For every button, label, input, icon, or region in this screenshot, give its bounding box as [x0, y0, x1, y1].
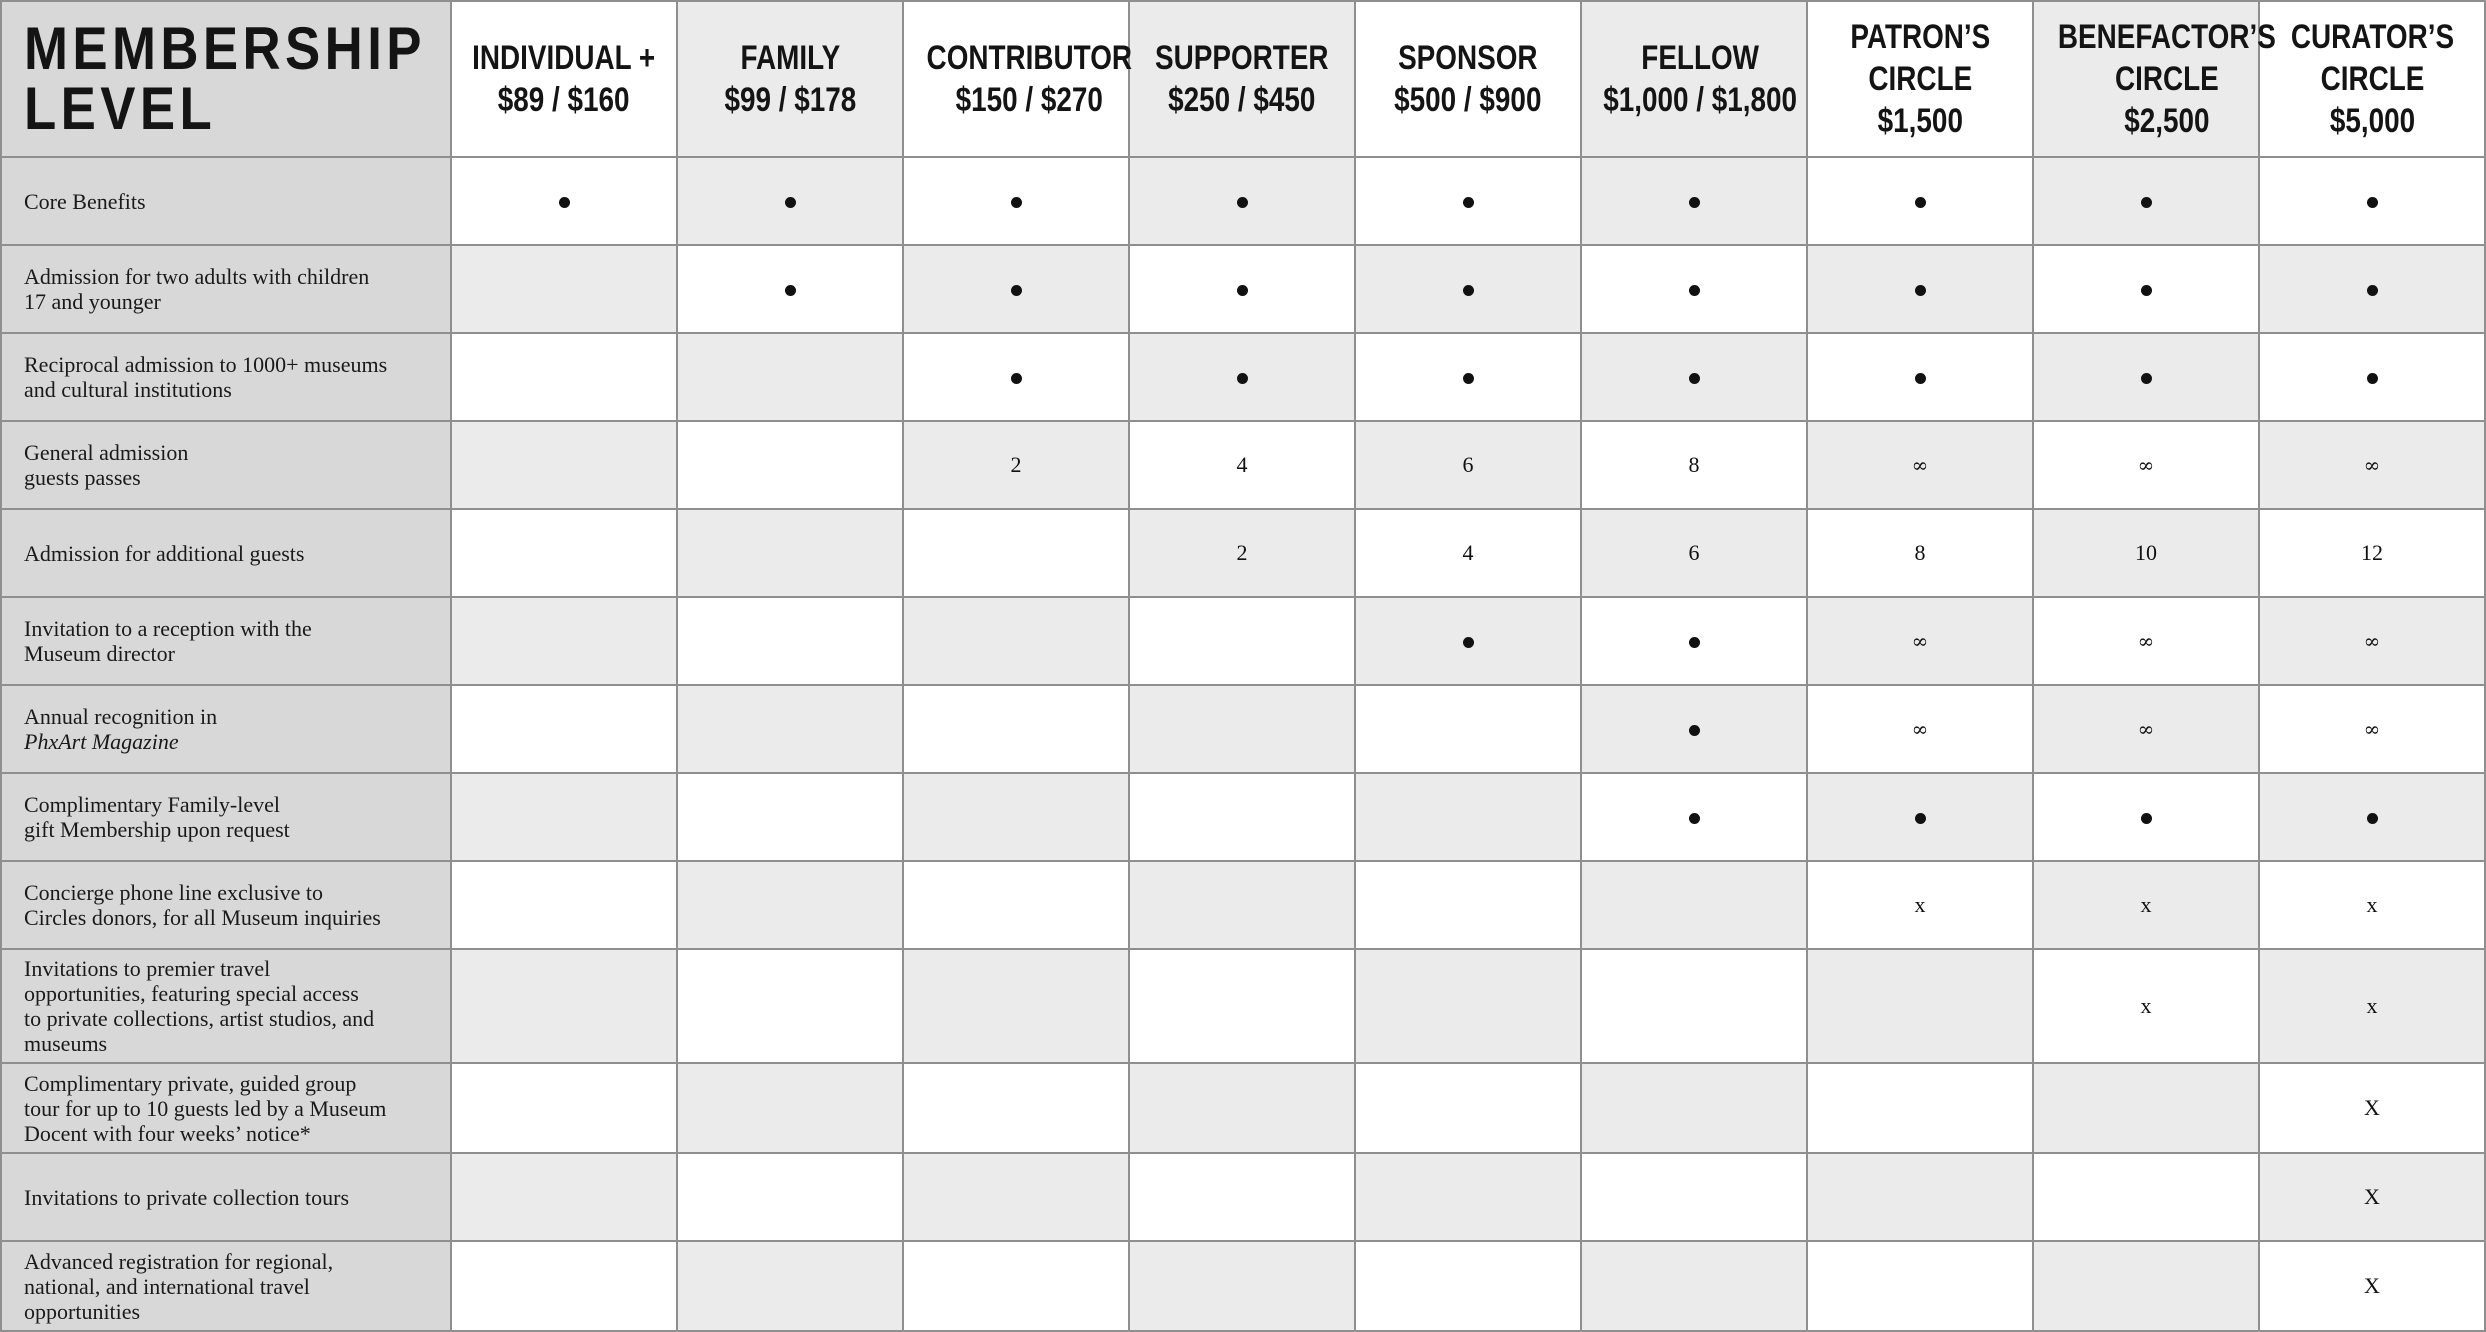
level-header [1807, 1, 2033, 157]
level-header [1355, 1, 1581, 157]
benefit-row [1, 773, 2485, 861]
benefit-cell [903, 597, 1129, 685]
benefit-cell [1581, 245, 1807, 333]
benefit-row [1, 597, 2485, 685]
included-dot-icon [2367, 197, 2378, 208]
benefit-count: 10 [2135, 540, 2157, 565]
benefit-cell [1355, 245, 1581, 333]
benefit-count: 4 [1462, 540, 1474, 565]
level-header-text [1155, 37, 1329, 121]
benefit-cell [2033, 1241, 2259, 1331]
benefit-cell [451, 861, 677, 949]
benefit-cell [1129, 421, 1355, 509]
benefit-cell [2033, 597, 2259, 685]
level-header-line: CONTRIBUTOR [926, 39, 1133, 77]
benefit-cell [677, 685, 903, 773]
benefit-cell [451, 333, 677, 421]
level-header-line: $89 / $160 [498, 81, 630, 119]
benefit-label [1, 421, 451, 509]
benefit-row [1, 157, 2485, 245]
benefit-cell [1581, 1063, 1807, 1153]
benefit-cell [903, 421, 1129, 509]
benefit-cell [677, 157, 903, 245]
benefit-cell [2259, 421, 2485, 509]
benefit-cell [2259, 1063, 2485, 1153]
benefit-row [1, 245, 2485, 333]
benefit-label-line: General admission [24, 440, 189, 465]
benefit-cell [2259, 509, 2485, 597]
level-header [677, 1, 903, 157]
level-header-text [2290, 16, 2453, 142]
benefit-cell [1129, 773, 1355, 861]
included-dot-icon [1463, 373, 1474, 384]
unlimited-mark: ∞ [2137, 629, 2155, 653]
benefit-label-line: Circles donors, for all Museum inquiries [24, 905, 381, 930]
benefits-body [1, 157, 2485, 1331]
included-dot-icon [2141, 813, 2152, 824]
benefit-label-line: Admission for two adults with children [24, 264, 370, 289]
benefit-label-line: Reciprocal admission to 1000+ museums [24, 352, 388, 377]
benefit-cell [1581, 861, 1807, 949]
included-dot-icon [1237, 373, 1248, 384]
benefit-cell [1807, 1153, 2033, 1241]
benefit-cell [677, 245, 903, 333]
level-header [2033, 1, 2276, 157]
benefit-cell [1581, 509, 1807, 597]
benefit-cell [2033, 1063, 2259, 1153]
header-row [1, 1, 2485, 157]
benefit-cell [1355, 773, 1581, 861]
benefit-cell [1807, 421, 2033, 509]
benefit-cell [2033, 685, 2259, 773]
benefit-cell [2259, 861, 2485, 949]
benefit-label [1, 1241, 451, 1331]
benefit-label [1, 949, 451, 1063]
benefit-label-line: Museum director [24, 641, 175, 666]
unlimited-mark: ∞ [2363, 717, 2381, 741]
level-header-line: $250 / $450 [1168, 81, 1316, 119]
benefit-x-mark: x [2140, 993, 2152, 1018]
benefit-cell [2033, 1153, 2259, 1241]
benefit-label-line: to private collections, artist studios, and [24, 1006, 375, 1031]
level-header-text [2058, 16, 2276, 142]
benefit-cell [1129, 157, 1355, 245]
benefit-label-line: Annual recognition in [24, 704, 218, 729]
included-dot-icon [2141, 197, 2152, 208]
included-dot-icon [559, 197, 570, 208]
benefit-cell [1581, 157, 1807, 245]
level-header-line: $1,000 / $1,800 [1603, 81, 1798, 119]
benefit-cell [2033, 861, 2259, 949]
benefit-row [1, 861, 2485, 949]
benefit-label-line: and cultural institutions [24, 377, 232, 402]
included-dot-icon [2141, 285, 2152, 296]
benefit-count: 6 [1688, 540, 1700, 565]
benefit-label-line: museums [24, 1031, 108, 1056]
benefit-x-mark: x [2366, 993, 2378, 1018]
benefit-cell [2259, 685, 2485, 773]
included-dot-icon [1689, 813, 1700, 824]
included-dot-icon [1689, 197, 1700, 208]
level-header [1129, 1, 1355, 157]
benefit-cell [1355, 597, 1581, 685]
benefit-cell [1355, 1063, 1581, 1153]
unlimited-mark: ∞ [2363, 629, 2381, 653]
included-dot-icon [1915, 197, 1926, 208]
benefit-x-mark: x [1914, 892, 1926, 917]
level-header-line: BENEFACTOR’S [2057, 18, 2276, 56]
benefit-cell [677, 773, 903, 861]
corner-title-line: LEVEL [24, 75, 217, 142]
benefit-label-line: Advanced registration for regional, [24, 1248, 334, 1274]
benefit-label [1, 773, 451, 861]
benefit-cell [903, 245, 1129, 333]
level-header-text [1850, 16, 1990, 142]
included-dot-icon [1689, 637, 1700, 648]
level-header-line: $150 / $270 [955, 81, 1103, 119]
benefit-cell [2033, 509, 2259, 597]
benefit-cell [1355, 861, 1581, 949]
benefit-cell [1807, 509, 2033, 597]
benefit-cell [2033, 421, 2259, 509]
benefit-cell [1355, 1241, 1581, 1331]
level-header-line: CIRCLE [2320, 60, 2424, 98]
benefit-label [1, 597, 451, 685]
unlimited-mark: ∞ [2137, 453, 2155, 477]
benefit-row [1, 685, 2485, 773]
benefit-cell [903, 861, 1129, 949]
benefit-cell [1129, 949, 1355, 1063]
unlimited-mark: ∞ [1911, 717, 1929, 741]
benefit-x-mark: X [2364, 1095, 2380, 1120]
benefit-x-mark: X [2364, 1184, 2380, 1209]
included-dot-icon [2367, 813, 2378, 824]
level-header-line: PATRON’S [1850, 18, 1990, 56]
included-dot-icon [2141, 373, 2152, 384]
benefit-label-line: Invitations to private collection tours [24, 1184, 350, 1210]
benefit-cell [1581, 949, 1807, 1063]
included-dot-icon [2367, 285, 2378, 296]
benefit-cell [1807, 597, 2033, 685]
level-header-line: FAMILY [740, 39, 840, 77]
level-header-line: CIRCLE [1868, 60, 1972, 98]
benefit-cell [451, 597, 677, 685]
benefit-cell [903, 157, 1129, 245]
benefit-cell [677, 333, 903, 421]
level-header-text [724, 37, 856, 121]
benefit-cell [1129, 861, 1355, 949]
included-dot-icon [1915, 285, 1926, 296]
included-dot-icon [1463, 637, 1474, 648]
benefit-cell [1355, 333, 1581, 421]
level-header-line: $500 / $900 [1394, 81, 1542, 119]
benefit-cell [1807, 1063, 2033, 1153]
benefit-count: 8 [1688, 452, 1700, 477]
benefit-label [1, 1153, 451, 1241]
benefit-cell [677, 1153, 903, 1241]
level-header-line: CURATOR’S [2290, 18, 2454, 56]
benefit-cell [677, 597, 903, 685]
included-dot-icon [1237, 285, 1248, 296]
benefit-cell [677, 1063, 903, 1153]
level-header-line: FELLOW [1641, 39, 1760, 77]
benefit-cell [1355, 157, 1581, 245]
level-header [2259, 1, 2485, 157]
benefit-label-line: Invitations to premier travel [24, 956, 271, 981]
benefit-cell [2259, 773, 2485, 861]
benefit-cell [677, 421, 903, 509]
included-dot-icon [1689, 373, 1700, 384]
benefit-cell [677, 509, 903, 597]
level-header [1581, 1, 1807, 157]
benefit-label-line: tour for up to 10 guests led by a Museum [24, 1095, 387, 1121]
benefit-label-line: Concierge phone line exclusive to [24, 880, 323, 905]
benefit-cell [1355, 685, 1581, 773]
benefit-label-line: PhxArt Magazine [24, 729, 179, 754]
benefit-cell [1807, 949, 2033, 1063]
benefit-cell [1129, 1241, 1355, 1331]
benefit-cell [451, 1063, 677, 1153]
level-header-line: $1,500 [1877, 102, 1963, 140]
level-header-line: INDIVIDUAL + [472, 39, 656, 77]
benefit-cell [903, 1153, 1129, 1241]
benefit-cell [903, 333, 1129, 421]
benefit-x-mark: x [2366, 892, 2378, 917]
benefit-cell [1129, 685, 1355, 773]
level-header-text [1394, 37, 1541, 121]
benefit-cell [1581, 333, 1807, 421]
corner-title [1, 1, 451, 157]
included-dot-icon [785, 285, 796, 296]
benefit-cell [1581, 685, 1807, 773]
benefit-cell [1581, 597, 1807, 685]
benefit-cell [903, 685, 1129, 773]
benefit-x-mark: x [2140, 892, 2152, 917]
included-dot-icon [1011, 285, 1022, 296]
benefit-cell [451, 685, 677, 773]
included-dot-icon [1237, 197, 1248, 208]
benefit-label [1, 509, 451, 597]
benefit-cell [903, 773, 1129, 861]
benefit-cell [1581, 421, 1807, 509]
benefit-cell [451, 1241, 677, 1331]
benefit-cell [903, 949, 1129, 1063]
benefit-cell [1129, 1153, 1355, 1241]
benefit-cell [2259, 1241, 2485, 1331]
level-header [903, 1, 1133, 157]
included-dot-icon [1463, 285, 1474, 296]
benefit-cell [1129, 245, 1355, 333]
benefit-cell [1355, 949, 1581, 1063]
benefit-label [1, 157, 451, 245]
benefit-cell [1581, 1241, 1807, 1331]
benefit-cell [451, 1153, 677, 1241]
benefit-cell [451, 509, 677, 597]
unlimited-mark: ∞ [2363, 453, 2381, 477]
included-dot-icon [1915, 373, 1926, 384]
benefit-cell [1129, 333, 1355, 421]
benefit-label-line: national, and international travel [24, 1273, 310, 1299]
benefit-cell [1807, 773, 2033, 861]
benefit-cell [1807, 861, 2033, 949]
benefit-row [1, 1153, 2485, 1241]
benefit-count: 12 [2361, 540, 2383, 565]
benefit-cell [1807, 333, 2033, 421]
included-dot-icon [1915, 813, 1926, 824]
benefit-label-line: Docent with four weeks’ notice* [24, 1120, 311, 1146]
benefit-label-line: Core Benefits [24, 188, 146, 214]
benefit-label-line: opportunities [24, 1298, 141, 1324]
benefit-cell [903, 1063, 1129, 1153]
level-header-text [927, 37, 1132, 121]
benefit-cell [2033, 949, 2259, 1063]
benefit-label-line: opportunities, featuring special access [24, 981, 359, 1006]
benefit-cell [1129, 1063, 1355, 1153]
benefit-cell [903, 1241, 1129, 1331]
benefit-label-line: gift Membership upon request [24, 817, 290, 842]
benefit-count: 4 [1236, 452, 1248, 477]
benefit-cell [2259, 949, 2485, 1063]
benefit-cell [1807, 245, 2033, 333]
benefit-row [1, 1063, 2485, 1153]
benefit-cell [2033, 245, 2259, 333]
included-dot-icon [1463, 197, 1474, 208]
level-header [451, 1, 677, 157]
unlimited-mark: ∞ [2137, 717, 2155, 741]
unlimited-mark: ∞ [1911, 629, 1929, 653]
benefit-cell [1355, 1153, 1581, 1241]
included-dot-icon [1689, 725, 1700, 736]
benefit-cell [451, 421, 677, 509]
level-header-line: $99 / $178 [724, 81, 856, 119]
benefit-label [1, 1063, 451, 1153]
benefit-label-line: Invitation to a reception with the [24, 616, 312, 641]
benefit-cell [1807, 685, 2033, 773]
benefit-cell [1807, 1241, 2033, 1331]
level-header-line: CIRCLE [2114, 60, 2219, 98]
benefit-cell [1129, 509, 1355, 597]
benefit-cell [2259, 245, 2485, 333]
benefit-label-line: Complimentary private, guided group [24, 1070, 357, 1096]
benefit-label-line: guests passes [24, 465, 141, 490]
benefit-label-line: 17 and younger [24, 289, 161, 314]
benefit-cell [1581, 773, 1807, 861]
level-header-line: SUPPORTER [1155, 39, 1329, 77]
benefit-cell [451, 949, 677, 1063]
corner-title-line: MEMBERSHIP [24, 15, 426, 82]
benefit-count: 6 [1462, 452, 1474, 477]
benefit-row [1, 949, 2485, 1063]
unlimited-mark: ∞ [1911, 453, 1929, 477]
level-header-text [1603, 37, 1797, 121]
benefit-cell [2259, 333, 2485, 421]
included-dot-icon [1689, 285, 1700, 296]
benefit-cell [1807, 157, 2033, 245]
included-dot-icon [1011, 197, 1022, 208]
benefit-cell [903, 509, 1129, 597]
included-dot-icon [1011, 373, 1022, 384]
benefit-label-line: Complimentary Family-level [24, 792, 281, 817]
benefit-cell [2259, 597, 2485, 685]
benefit-count: 2 [1236, 540, 1248, 565]
benefit-row [1, 421, 2485, 509]
included-dot-icon [785, 197, 796, 208]
benefit-label [1, 245, 451, 333]
benefit-x-mark: X [2364, 1273, 2380, 1298]
level-header-line: SPONSOR [1398, 39, 1538, 77]
benefit-cell [677, 949, 903, 1063]
benefit-cell [1129, 597, 1355, 685]
benefit-cell [1355, 509, 1581, 597]
benefit-cell [677, 1241, 903, 1331]
benefit-cell [1581, 1153, 1807, 1241]
benefit-cell [451, 773, 677, 861]
benefit-cell [1355, 421, 1581, 509]
benefit-row [1, 1241, 2485, 1331]
benefit-count: 8 [1914, 540, 1926, 565]
benefit-cell [451, 157, 677, 245]
benefit-label-line: Admission for additional guests [24, 540, 305, 566]
included-dot-icon [2367, 373, 2378, 384]
level-header-line: $2,500 [2124, 102, 2210, 140]
level-header-text [472, 37, 655, 121]
benefit-row [1, 509, 2485, 597]
benefit-cell [2033, 333, 2259, 421]
benefit-cell [2033, 773, 2259, 861]
benefit-label [1, 333, 451, 421]
benefit-row [1, 333, 2485, 421]
benefit-label [1, 861, 451, 949]
level-header-line: $5,000 [2329, 102, 2415, 140]
benefit-cell [2259, 1153, 2485, 1241]
benefit-cell [2033, 157, 2259, 245]
benefit-count: 2 [1010, 452, 1022, 477]
benefit-cell [2259, 157, 2485, 245]
benefit-label [1, 685, 451, 773]
benefit-cell [677, 861, 903, 949]
benefit-cell [451, 245, 677, 333]
